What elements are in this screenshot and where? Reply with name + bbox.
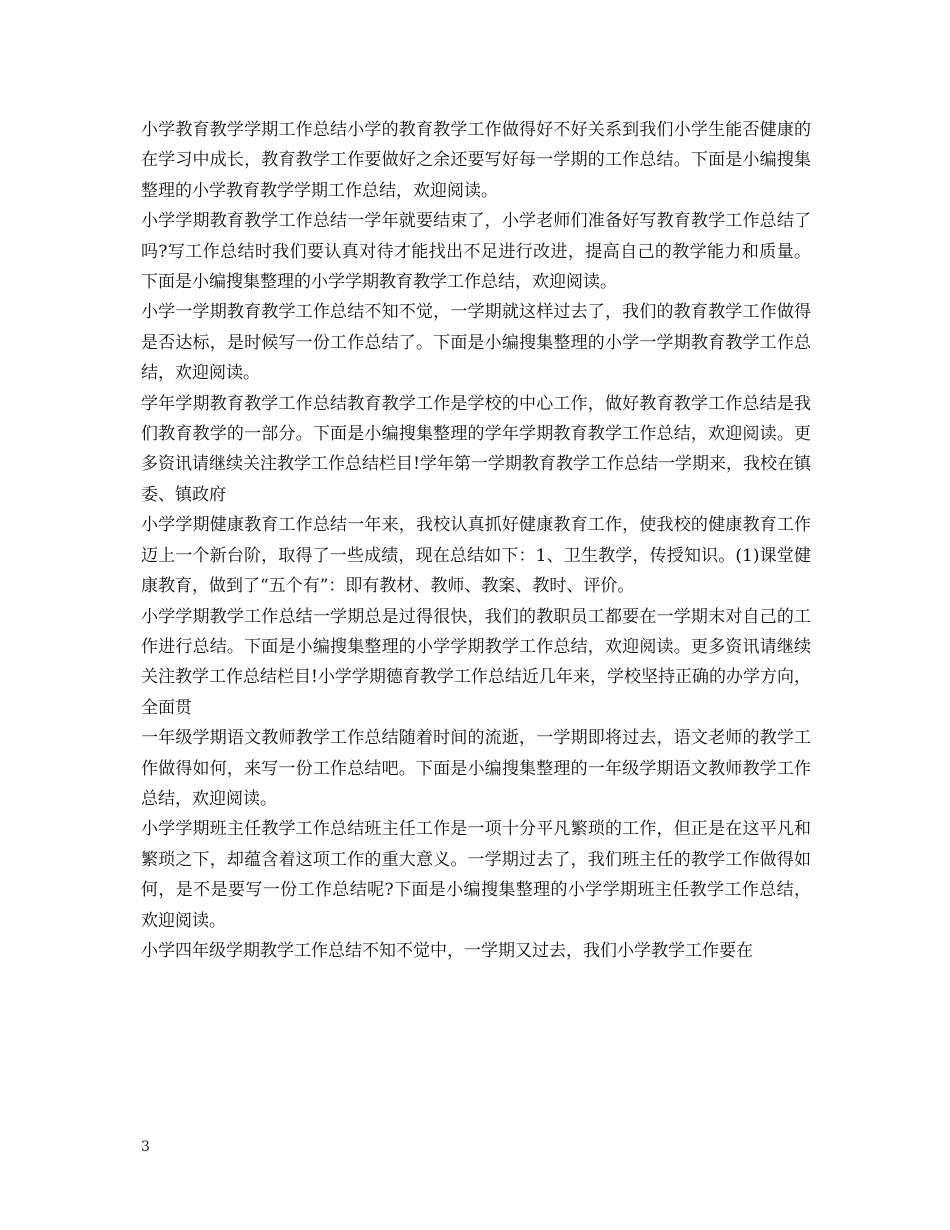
paragraph: 小学一学期教育教学工作总结不知不觉，一学期就这样过去了，我们的教育教学工作做得是否达标，是时候写一份工作总结了。下面是小编搜集整理的小学一学期教育教学工作总结，欢迎阅读。 — [141, 302, 811, 384]
paragraph: 小学教育教学学期工作总结小学的教育教学工作做得好不好关系到我们小学生能否健康的在学习中成长，教育教学工作要做好之余还要写好每一学期的工作总结。下面是小编搜集整理的小学教育教学学期工作总结，欢迎阅读。 — [141, 120, 811, 201]
paragraph: 小学学期健康教育工作总结一年来，我校认真抓好健康教育工作，使我校的健康教育工作迈上一个新台阶，取得了一些成绩，现在总结如下：1、卫生教学，传授知识。(1)课堂健康教育，做到了“五个有”：即有教材、教师、教案、教时、评价。 — [141, 515, 811, 597]
paragraph: 小学学期教学工作总结一学期总是过得很快，我们的教职员工都要在一学期末对自己的工作进行总结。下面是小编搜集整理的小学学期教学工作总结，欢迎阅读。更多资讯请继续关注教学工作总结栏目!小学学期德育教学工作总结近几年来，学校坚持正确的办学方向，全面贯 — [141, 606, 811, 718]
paragraph: 小学学期教育教学工作总结一学年就要结束了，小学老师们准备好写教育教学工作总结了吗?写工作总结时我们要认真对待才能找出不足进行改进，提高自己的教学能力和质量。下面是小编搜集整理的小学学期教育教学工作总结，欢迎阅读。 — [141, 211, 811, 293]
paragraph: 学年学期教育教学工作总结教育教学工作是学校的中心工作，做好教育教学工作总结是我们教育教学的一部分。下面是小编搜集整理的学年学期教育教学工作总结，欢迎阅读。更多资讯请继续关注教学工作总结栏目!学年第一学期教育教学工作总结一学期来，我校在镇委、镇政府 — [141, 393, 811, 505]
document-body — [141, 115, 811, 966]
paragraph: 一年级学期语文教师教学工作总结随着时间的流逝，一学期即将过去，语文老师的教学工作做得如何，来写一份工作总结吧。下面是小编搜集整理的一年级学期语文教师教学工作总结，欢迎阅读。 — [141, 728, 811, 809]
page-number: 3 — [141, 1139, 150, 1155]
paragraph: 小学四年级学期教学工作总结不知不觉中，一学期又过去，我们小学教学工作要在 — [141, 940, 753, 961]
paragraph: 小学学期班主任教学工作总结班主任工作是一项十分平凡繁琐的工作，但正是在这平凡和繁琐之下，却蕴含着这项工作的重大意义。一学期过去了，我们班主任的教学工作做得如何，是不是要写一份工作总结呢?下面是小编搜集整理的小学学期班主任教学工作总结，欢迎阅读。 — [141, 819, 811, 931]
